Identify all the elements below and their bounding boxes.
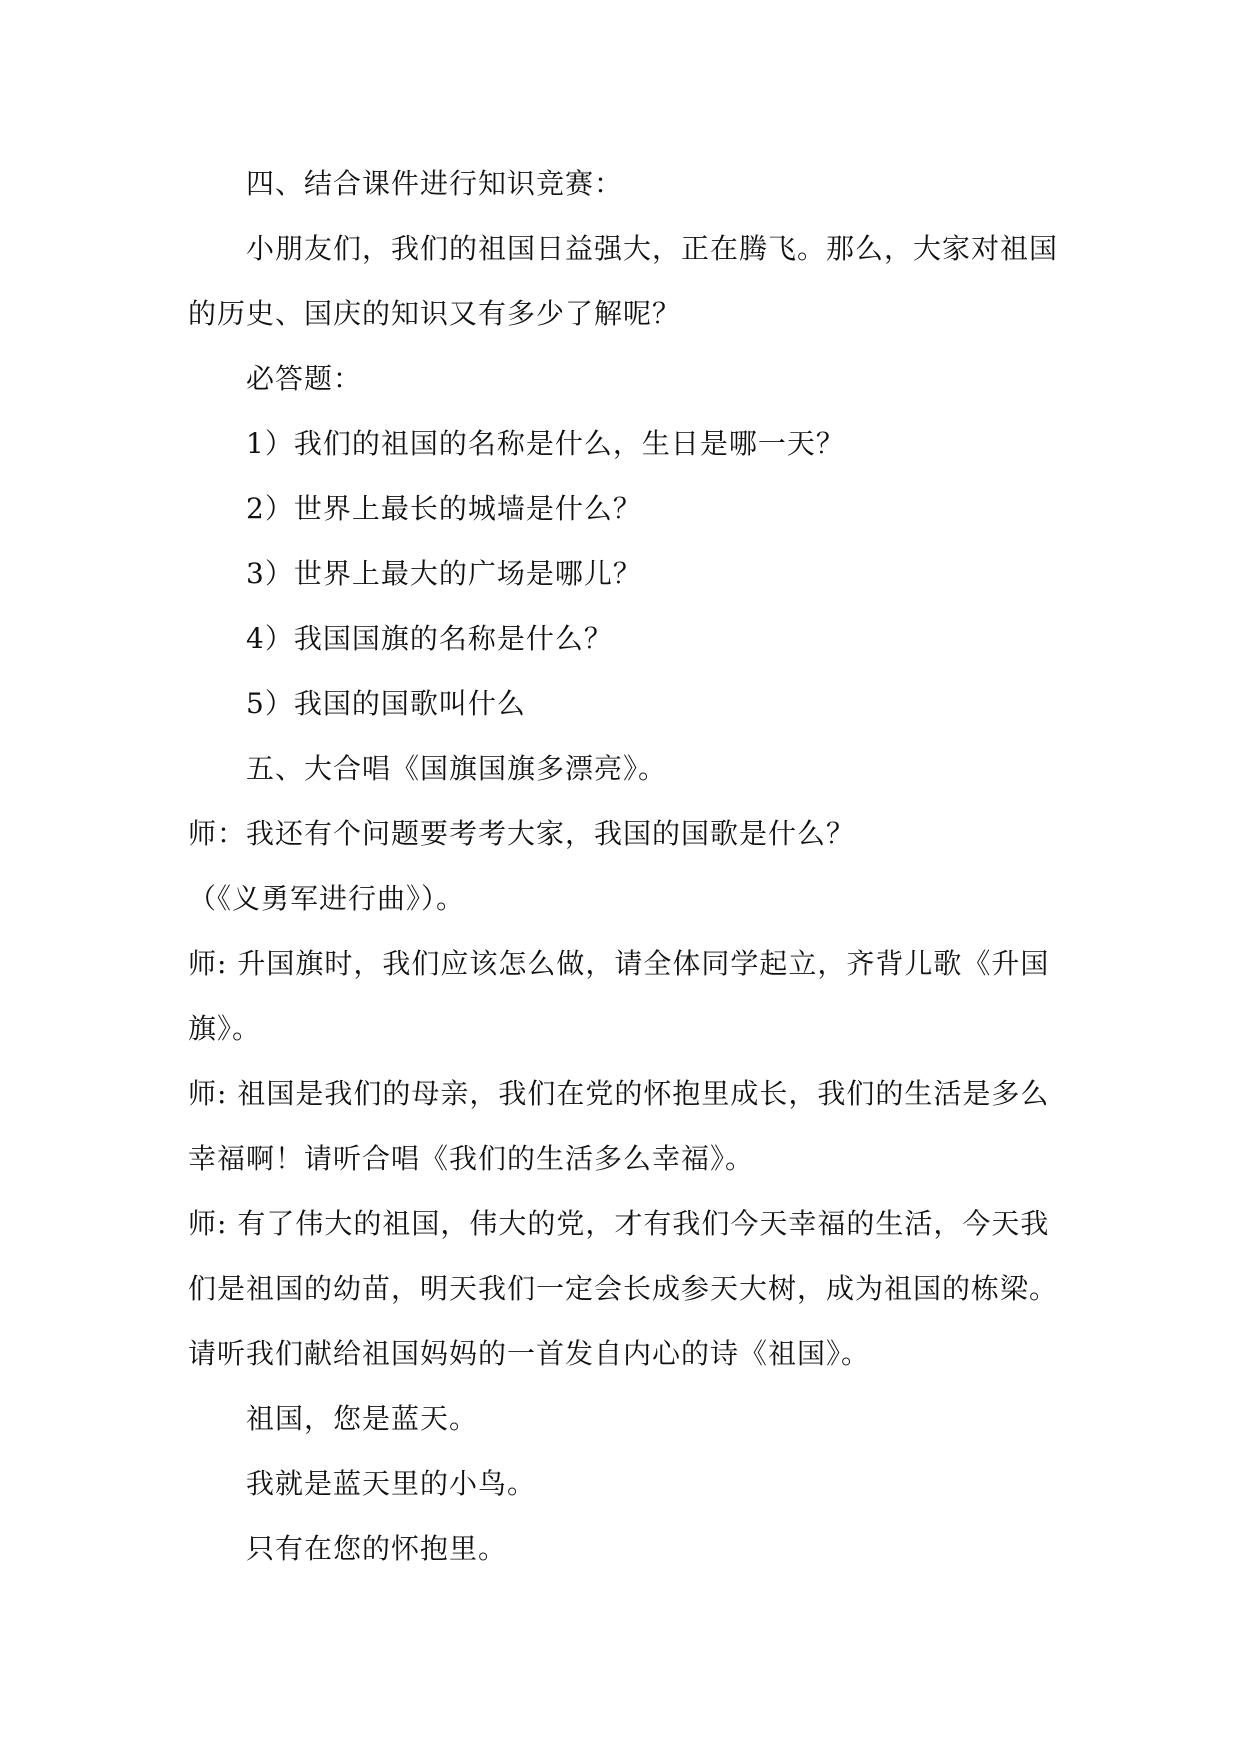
teacher-line: 师: 升国旗时，我们应该怎么做，请全体同学起立，齐背儿歌《升国 (188, 947, 1050, 980)
question-item: 3）世界上最大的广场是哪儿？ (246, 557, 642, 590)
teacher-line: 师: 有了伟大的祖国，伟大的党，才有我们今天幸福的生活，今天我 (188, 1207, 1050, 1240)
section-heading-chorus: 五、大合唱《国旗国旗多漂亮》。 (246, 752, 668, 785)
subheading-required-questions: 必答题： (246, 362, 363, 395)
paragraph-line: 请听我们献给祖国妈妈的一首发自内心的诗《祖国》。 (188, 1337, 871, 1370)
poem-line: 我就是蓝天里的小鸟。 (246, 1467, 537, 1500)
paragraph-line: 的历史、国庆的知识又有多少了解呢？ (188, 297, 682, 330)
question-item: 4）我国国旗的名称是什么？ (246, 622, 613, 655)
section-heading-quiz: 四、结合课件进行知识竞赛： (246, 167, 624, 200)
paragraph-line: （《义勇军进行曲》）。 (188, 882, 466, 915)
teacher-line: 师: 祖国是我们的母亲，我们在党的怀抱里成长，我们的生活是多么 (188, 1077, 1050, 1110)
poem-line: 祖国，您是蓝天。 (246, 1402, 479, 1435)
question-item: 1）我们的祖国的名称是什么，生日是哪一天？ (246, 427, 845, 460)
question-item: 5）我国的国歌叫什么 (246, 687, 526, 720)
paragraph-line: 们是祖国的幼苗，明天我们一定会长成参天大树，成为祖国的栋梁。 (188, 1272, 1059, 1305)
question-item: 2）世界上最长的城墙是什么？ (246, 492, 642, 525)
teacher-line: 师：我还有个问题要考考大家，我国的国歌是什么？ (188, 817, 856, 850)
paragraph-line: 小朋友们，我们的祖国日益强大，正在腾飞。那么，大家对祖国 (246, 232, 1059, 265)
paragraph-line: 旗》。 (188, 1012, 262, 1045)
paragraph-line: 幸福啊！请听合唱《我们的生活多么幸福》。 (188, 1142, 755, 1175)
poem-line: 只有在您的怀抱里。 (246, 1532, 508, 1565)
